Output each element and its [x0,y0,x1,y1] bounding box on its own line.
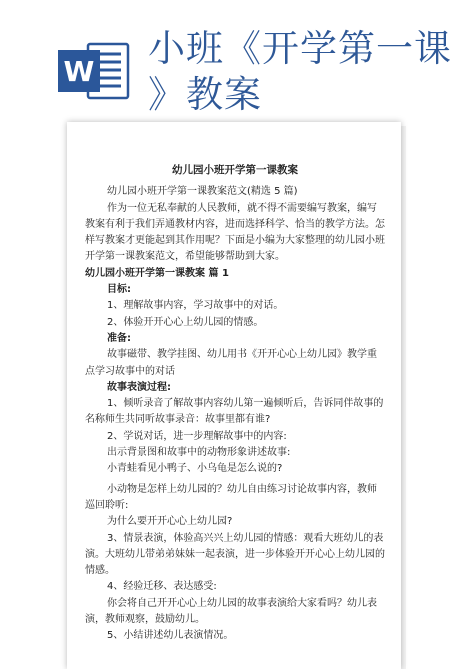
document-body [85,162,385,645]
step-2-text-2: 小青蛙看见小鸭子、小乌龟是怎么说的? [107,463,283,475]
intro-paragraph: 作为一位无私奉献的人民教师，就不得不需要编写教案，编写教案有利于我们弄通教材内容，进而选择科学、恰当的教学方法。怎样写教案才更能起到其作用呢？下面是小编为大家整理的幼儿园小班开学第一课教案范文，希望能够帮助到大家。 [85,202,385,263]
step-3: 3、情景表演，体验高兴兴上幼儿园的情感：观看大班幼儿的表演。大班幼儿带弟弟妹妹一起表演，进一步体验开开心心上幼儿园的情感。 [85,532,385,577]
step-4-heading: 4、经验迁移、表达感受: [107,581,217,593]
goal-item-2: 2、体验开开心心上幼儿园的情感。 [107,316,264,328]
step-2-heading: 2、学说对话，进一步理解故事中的内容: [107,430,287,442]
prep-text: 故事磁带、教学挂图、幼儿用书《开开心心上幼儿园》教学重点学习故事中的对话 [85,349,377,377]
step-4-text: 你会将自己开开心心上幼儿园的故事表演给大家看吗？幼儿表演，教师观察，鼓励幼儿。 [85,597,377,626]
document-page [67,122,401,669]
title-line-2: 》教案 [148,73,262,116]
step-2-text-4: 为什么要开开心心上幼儿园? [107,516,233,528]
title-line-1: 小班《开学第一课 [148,27,452,70]
document-title: 幼儿园小班开学第一课教案 [172,164,298,176]
goal-label: 目标: [107,284,131,296]
goal-item-1: 1、理解故事内容，学习故事中的对话。 [107,300,284,312]
section-heading: 幼儿园小班开学第一课教案 篇 1 [85,267,229,279]
word-document-icon [58,38,130,104]
prep-label: 准备: [107,332,131,344]
document-subtitle: 幼儿园小班开学第一课教案范文(精选 5 篇) [107,186,298,198]
step-1: 1、倾听录音了解故事内容幼儿第一遍倾听后，告诉同伴故事的名称师生共同听故事录音：故事里都有谁? [85,398,384,426]
step-5: 5、小结讲述幼儿表演情况。 [107,630,234,642]
process-label: 故事表演过程: [107,381,171,393]
page-title [148,26,463,118]
step-2-text-3: 小动物是怎样上幼儿园的？幼儿自由练习讨论故事内容，教师巡回聆听: [85,483,377,511]
word-icon-letter: W [63,55,95,88]
header [0,0,474,115]
step-2-text-1: 出示背景图和故事中的动物形象讲述故事: [107,447,291,459]
